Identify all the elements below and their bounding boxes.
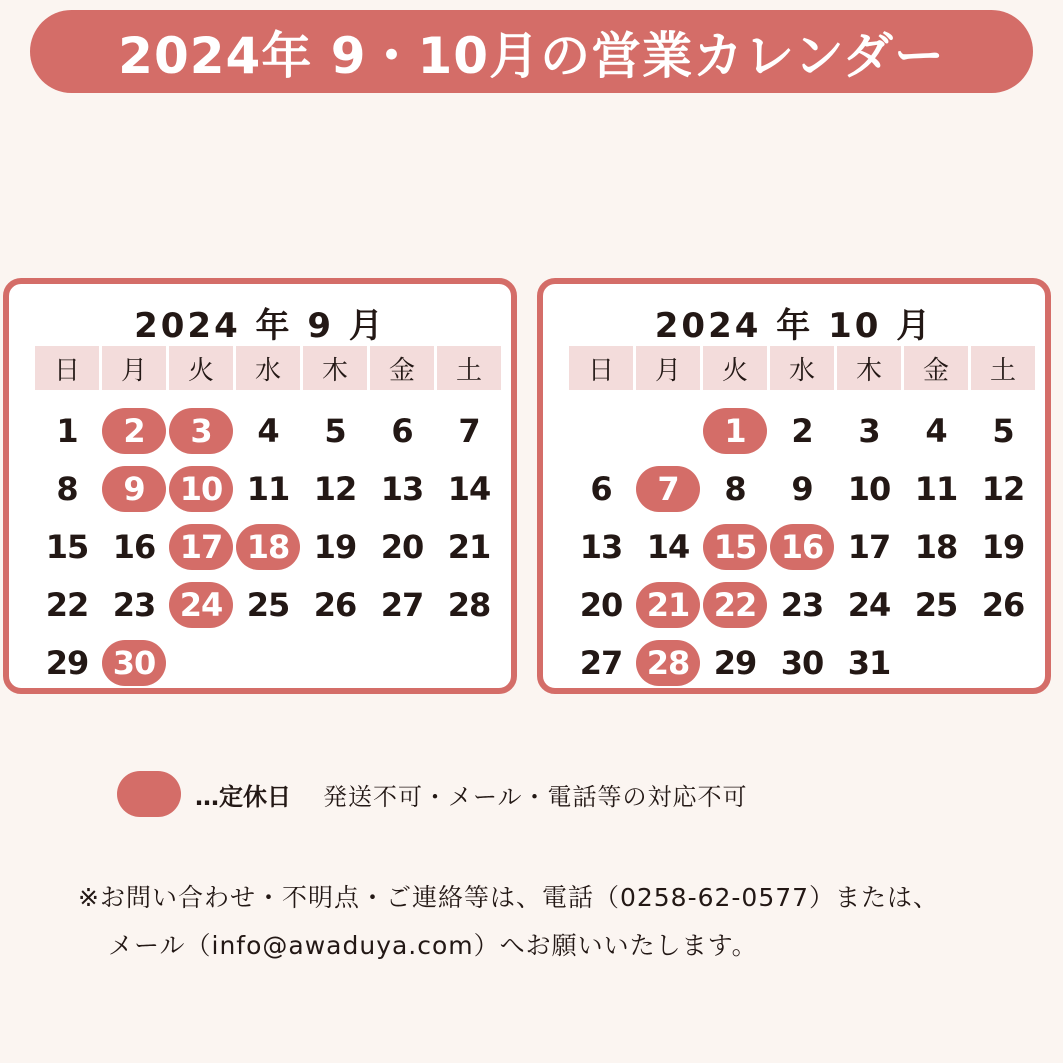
calendar-day: 4 [925, 412, 947, 450]
page-title: 2024年 9・10月の営業カレンダー [118, 26, 945, 85]
calendar-day: 11 [914, 470, 958, 508]
calendar-day: 16 [112, 528, 156, 566]
weekday-header: 日 [569, 346, 633, 390]
closed-day: 2 [102, 408, 166, 454]
calendar-day: 20 [579, 586, 623, 624]
weekday-header: 日 [35, 346, 99, 390]
calendar-day: 21 [447, 528, 491, 566]
calendar-day: 25 [914, 586, 958, 624]
calendar-day: 12 [981, 470, 1025, 508]
calendar-day: 14 [447, 470, 491, 508]
calendar-day: 15 [45, 528, 89, 566]
weekday-header: 土 [971, 346, 1035, 390]
calendar-day: 2 [791, 412, 813, 450]
closed-day: 16 [770, 524, 834, 570]
calendar-day: 26 [981, 586, 1025, 624]
calendar-day: 13 [579, 528, 623, 566]
calendar-title: 2024 年 10 月 [654, 306, 934, 346]
legend [117, 770, 748, 818]
legend-description: 発送不可・メール・電話等の対応不可 [323, 782, 748, 811]
weekday-header: 金 [904, 346, 968, 390]
calendar-day: 29 [45, 644, 89, 682]
calendar-september [3, 278, 517, 694]
closed-day: 21 [636, 582, 700, 628]
calendar-day: 24 [847, 586, 891, 624]
page-title-banner [30, 10, 1033, 93]
calendar-day: 13 [380, 470, 424, 508]
weekday-header: 火 [703, 346, 767, 390]
weekday-header: 水 [236, 346, 300, 390]
weekday-header: 木 [303, 346, 367, 390]
weekday-header: 金 [370, 346, 434, 390]
closed-day: 22 [703, 582, 767, 628]
closed-day: 3 [169, 408, 233, 454]
calendar-day: 17 [847, 528, 891, 566]
calendar-day: 23 [780, 586, 824, 624]
calendar-title: 2024 年 9 月 [134, 306, 386, 346]
closed-day: 24 [169, 582, 233, 628]
closed-day: 7 [636, 466, 700, 512]
closed-day: 10 [169, 466, 233, 512]
legend-label: …定休日 [195, 782, 291, 811]
calendar-day: 9 [791, 470, 813, 508]
calendar-day: 14 [646, 528, 690, 566]
calendar-day: 3 [858, 412, 880, 450]
calendar-day: 27 [579, 644, 623, 682]
closed-day: 1 [703, 408, 767, 454]
contact-note-line-2: メール（info@awaduya.com）へお願いいたします。 [108, 931, 758, 960]
calendar-day: 19 [313, 528, 357, 566]
closed-day: 9 [102, 466, 166, 512]
calendar-day: 8 [56, 470, 78, 508]
closed-day: 30 [102, 640, 166, 686]
calendar-day: 26 [313, 586, 357, 624]
weekday-header: 火 [169, 346, 233, 390]
calendar-day: 20 [380, 528, 424, 566]
calendar-day: 25 [246, 586, 290, 624]
calendar-day: 19 [981, 528, 1025, 566]
calendar-day: 6 [590, 470, 612, 508]
calendar-day: 8 [724, 470, 746, 508]
calendar-day: 30 [780, 644, 824, 682]
calendar-day: 31 [847, 644, 891, 682]
weekday-header: 土 [437, 346, 501, 390]
calendar-day: 12 [313, 470, 357, 508]
calendar-day: 10 [847, 470, 891, 508]
calendar-day: 28 [447, 586, 491, 624]
calendar-october [537, 278, 1051, 694]
weekday-header: 月 [636, 346, 700, 390]
calendar-day: 29 [713, 644, 757, 682]
calendar-day: 5 [992, 412, 1014, 450]
closed-day: 28 [636, 640, 700, 686]
calendar-day: 6 [391, 412, 413, 450]
closed-day: 17 [169, 524, 233, 570]
closed-day-swatch [117, 771, 181, 817]
calendar-day: 18 [914, 528, 958, 566]
weekday-header: 木 [837, 346, 901, 390]
calendar-day: 5 [324, 412, 346, 450]
calendar-day: 7 [458, 412, 480, 450]
weekday-header: 月 [102, 346, 166, 390]
closed-day: 15 [703, 524, 767, 570]
weekday-header: 水 [770, 346, 834, 390]
calendar-day: 1 [56, 412, 78, 450]
calendar-day: 4 [257, 412, 279, 450]
contact-note-line-1: ※お問い合わせ・不明点・ご連絡等は、電話（0258-62-0577）または、 [78, 883, 940, 912]
calendar-day: 11 [246, 470, 290, 508]
calendar-day: 22 [45, 586, 89, 624]
calendar-day: 23 [112, 586, 156, 624]
calendar-day: 27 [380, 586, 424, 624]
closed-day: 18 [236, 524, 300, 570]
